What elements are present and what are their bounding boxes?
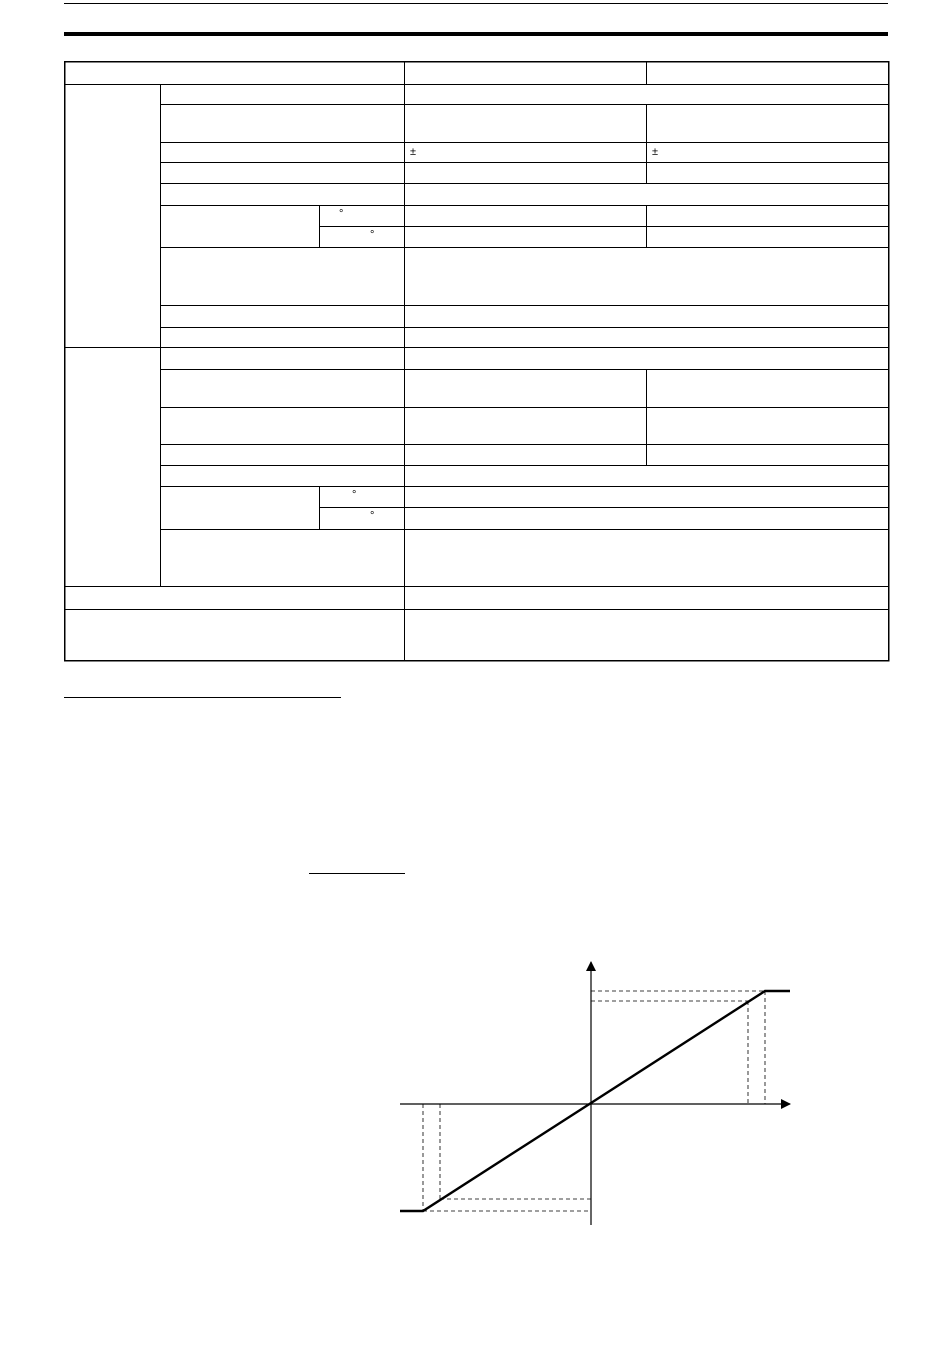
plus-minus-symbol: ± [410,146,417,158]
degree-symbol: ° [370,510,375,522]
degree-symbol: ° [339,208,344,220]
degree-symbol: ° [352,489,357,501]
characteristic-line [400,991,790,1211]
plus-minus-symbol: ± [652,146,659,158]
degree-symbol: ° [370,229,375,241]
